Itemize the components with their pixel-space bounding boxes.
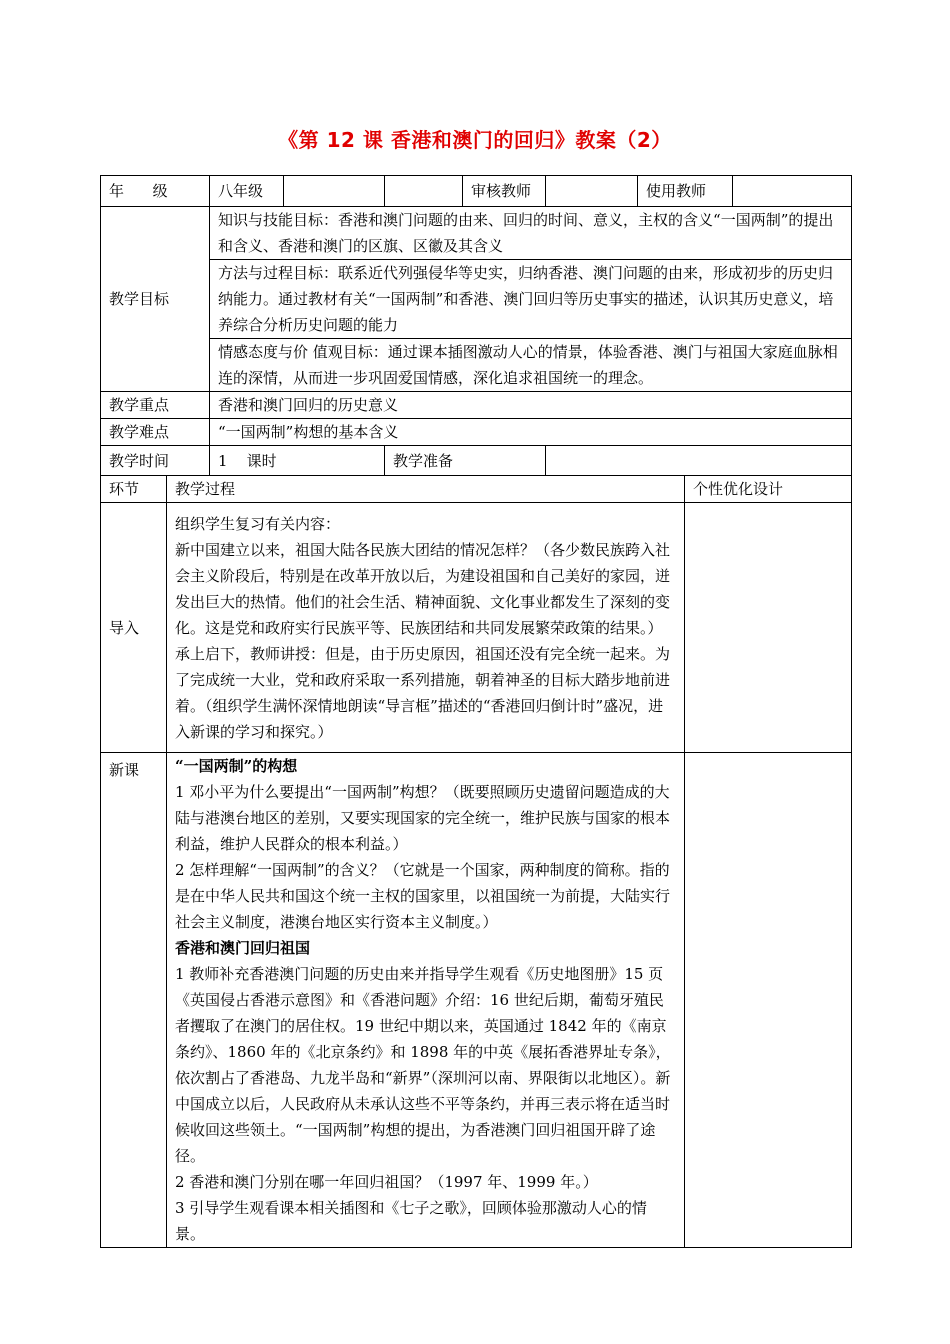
reviewer-label: 审核教师 [463,176,546,207]
intro-label: 导入 [101,503,167,753]
document-title: 《第 12 课 香港和澳门的回归》教案（2） [278,128,672,152]
intro-custom [685,503,852,753]
new-lesson-label: 新课 [101,753,167,1248]
key-point-value: 香港和澳门回归的历史意义 [210,392,852,419]
objectives-row [101,339,852,392]
new-lesson-row [101,753,852,1248]
key-point-row [101,392,852,419]
process-header-row [101,476,852,503]
time-row [101,446,852,476]
content-paragraph: 3 引导学生观看课本相关插图和《七子之歌》，回顾体验那激动人心的情景。 [175,1199,647,1243]
custom-design-label: 个性优化设计 [685,476,852,503]
question-paragraph: 1 邓小平为什么要提出“一国两制”构想？（既要照顾历史遗留问题造成的大陆与港澳台地区的差别，又要实现国家的完全统一，维护民族与国家的根本利益，维护人民群众的根本利益。） [175,783,671,853]
intro-row [101,503,852,753]
grade-value: 八年级 [210,176,284,207]
section-heading: “一国两制”的构想 [175,757,298,775]
question-paragraph: 2 怎样理解“一国两制”的含义？（它就是一个国家，两种制度的简称。指的是在中华人民共和国这个统一主权的国家里，以祖国统一为前提，大陆实行社会主义制度，港澳台地区实行资本主义制度。） [175,861,671,931]
time-value: 1 课时 [210,446,385,476]
difficulty-label: 教学难点 [101,419,210,446]
process-label: 教学过程 [167,476,685,503]
section-label: 环节 [101,476,167,503]
reviewer-value [546,176,638,207]
header-row [101,176,852,207]
prep-label: 教学准备 [385,446,546,476]
empty-cell [284,176,385,207]
new-lesson-custom [685,753,852,1248]
objectives-row [101,260,852,339]
user-value [733,176,852,207]
difficulty-row [101,419,852,446]
section-heading: 香港和澳门回归祖国 [175,939,311,957]
intro-paragraph: 承上启下，教师讲授：但是，由于历史原因，祖国还没有完全统一起来。为了完成统一大业，党和政府采取一系列措施，朝着神圣的目标大踏步地前进着。（组织学生满怀深情地朗读“导言框”描述的“香港回归倒计时”盛况，进入新课的学习和探究。） [175,644,671,741]
intro-paragraph: 新中国建立以来，祖国大陆各民族大团结的情况怎样？（各少数民族跨入社会主义阶段后，特别是在改革开放以后，为建设祖国和自己美好的家园，迸发出巨大的热情。他们的社会生活、精神面貌、文化事业都发生了深刻的变化。这是党和政府实行民族平等、民族团结和共同发展繁荣政策的结果。） [175,540,671,637]
empty-cell [385,176,463,207]
intro-paragraph: 组织学生复习有关内容： [175,514,341,533]
prep-value [546,446,852,476]
content-paragraph: 1 教师补充香港澳门问题的历史由来并指导学生观看《历史地图册》15 页《英国侵占香港示意图》和《香港问题》介绍：16 世纪后期，葡萄牙殖民者攫取了在澳门的居住权。19 世纪中期以来，英国通过 1842 年的《南京条约》、1860 年的《北京条约》和 1898 年的中英《展拓香港界址专条》，依次割占了香港岛、九龙半岛和“新界”（深圳河以南、界限街以北地区）。新中国成立以后，人民政府从未承认这些不平等条约，并再三表示将在适当时候收回这些领土。“一国两制”构想的提出，为香港澳门回归祖国开辟了途径。 [175,965,671,1165]
new-lesson-content [167,753,685,1248]
difficulty-value: “一国两制”构想的基本含义 [210,419,852,446]
objective-knowledge: 知识与技能目标：香港和澳门问题的由来、回归的时间、意义，主权的含义“一国两制”的提出和含义、香港和澳门的区旗、区徽及其含义 [210,207,852,260]
key-point-label: 教学重点 [101,392,210,419]
objectives-label: 教学目标 [101,207,210,392]
objective-method: 方法与过程目标：联系近代列强侵华等史实，归纳香港、澳门问题的由来，形成初步的历史归纳能力。通过教材有关“一国两制”和香港、澳门回归等历史事实的描述，认识其历史意义，培养综合分析历史问题的能力 [210,260,852,339]
grade-label: 年 级 [101,176,210,207]
content-paragraph: 2 香港和澳门分别在哪一年回归祖国？（1997 年、1999 年。） [175,1173,598,1191]
time-label: 教学时间 [101,446,210,476]
objectives-row [101,207,852,260]
objective-emotion: 情感态度与价 值观目标：通过课本插图激动人心的情景，体验香港、澳门与祖国大家庭血脉相连的深情，从而进一步巩固爱国情感，深化追求祖国统一的理念。 [210,339,852,392]
lesson-plan-table [100,175,852,1248]
user-label: 使用教师 [638,176,733,207]
intro-content [167,503,685,753]
